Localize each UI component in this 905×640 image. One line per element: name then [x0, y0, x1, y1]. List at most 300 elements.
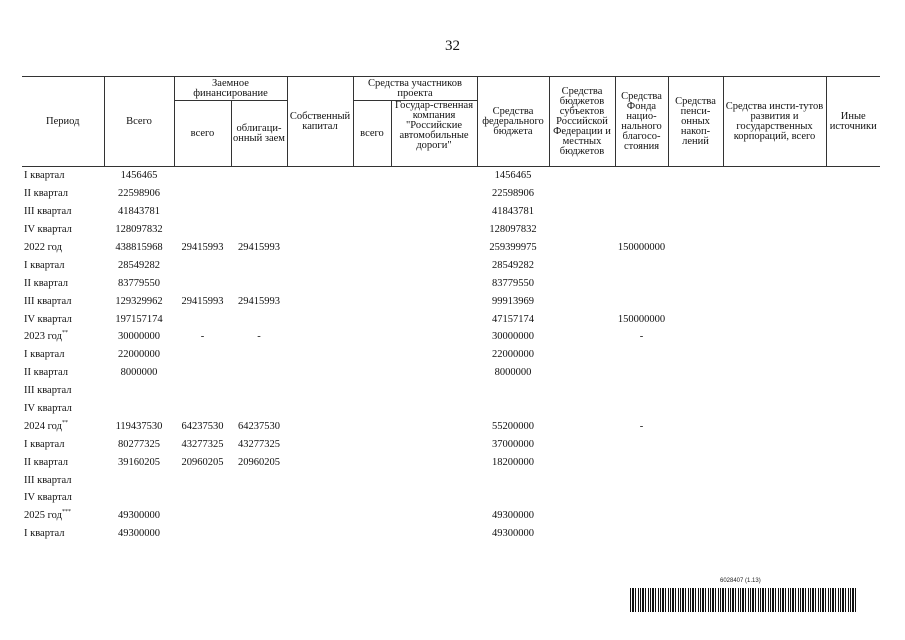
table-row [22, 274, 880, 292]
cell-loan-bonds [231, 310, 287, 328]
cell-welfare-fund [615, 435, 668, 453]
table-row [22, 203, 880, 221]
cell-development [723, 292, 826, 310]
cell-pension [668, 525, 723, 543]
cell-other [826, 221, 880, 239]
cell-participants-total [353, 203, 391, 221]
cell-development [723, 203, 826, 221]
footnote-marker: ** [61, 419, 68, 426]
cell-loan-total [174, 203, 231, 221]
page-number: 32 [445, 38, 460, 54]
table-row [22, 310, 880, 328]
table-row [22, 256, 880, 274]
cell-total: 119437530 [115, 420, 163, 432]
cell-loan-total [174, 471, 231, 489]
cell-welfare-fund [615, 256, 668, 274]
cell-welfare-fund [615, 471, 668, 489]
cell-development [723, 185, 826, 203]
cell-loan-total [174, 507, 231, 525]
cell-loan-bonds: 43277325 [238, 438, 280, 450]
cell-own-capital [287, 203, 353, 221]
cell-pension [668, 417, 723, 435]
cell-own-capital [287, 507, 353, 525]
cell-total: 22000000 [118, 349, 160, 361]
cell-participants-company [391, 453, 477, 471]
cell-federal: 99913969 [492, 295, 534, 307]
cell-own-capital [287, 471, 353, 489]
cell-pension [668, 364, 723, 382]
cell-participants-company [391, 417, 477, 435]
cell-federal: 30000000 [492, 331, 534, 343]
cell-other [826, 525, 880, 543]
cell-loan-bonds [231, 185, 287, 203]
cell-pension [668, 400, 723, 418]
cell-participants-company [391, 489, 477, 507]
cell-own-capital [287, 364, 353, 382]
cell-regional [549, 400, 615, 418]
cell-welfare-fund [615, 203, 668, 221]
cell-own-capital [287, 435, 353, 453]
cell-welfare-fund [615, 185, 668, 203]
cell-own-capital [287, 185, 353, 203]
cell-pension [668, 453, 723, 471]
barcode [630, 578, 857, 616]
cell-regional [549, 310, 615, 328]
cell-loan-total [174, 400, 231, 418]
cell-pension [668, 471, 723, 489]
cell-participants-company [391, 185, 477, 203]
cell-loan-bonds: 29415993 [238, 295, 280, 307]
table-row [22, 453, 880, 471]
header-total: Всего [104, 77, 174, 167]
cell-other [826, 507, 880, 525]
cell-federal: 22000000 [492, 349, 534, 361]
cell-development [723, 221, 826, 239]
cell-participants-company [391, 525, 477, 543]
cell-total: 49300000 [118, 510, 160, 522]
cell-development [723, 525, 826, 543]
cell-regional [549, 453, 615, 471]
cell-regional [549, 274, 615, 292]
cell-participants-total [353, 239, 391, 257]
cell-participants-company [391, 239, 477, 257]
cell-participants-total [353, 489, 391, 507]
cell-own-capital [287, 292, 353, 310]
cell-other [826, 400, 880, 418]
table-row [22, 292, 880, 310]
cell-other [826, 256, 880, 274]
cell-regional [549, 328, 615, 346]
cell-loan-total: 64237530 [181, 420, 224, 432]
table-row [22, 346, 880, 364]
cell-own-capital [287, 525, 353, 543]
cell-participants-total [353, 292, 391, 310]
cell-federal: 18200000 [492, 456, 534, 468]
header-participants-company: Государ-ственная компания "Российские автомобильные дороги" [391, 101, 477, 167]
cell-period: III квартал [24, 474, 72, 486]
cell-participants-total [353, 435, 391, 453]
cell-welfare-fund [615, 274, 668, 292]
cell-development [723, 471, 826, 489]
cell-loan-bonds [231, 221, 287, 239]
table-body [22, 167, 880, 543]
cell-development [723, 346, 826, 364]
table-row [22, 435, 880, 453]
table-row [22, 185, 880, 203]
cell-total: 1456465 [120, 170, 158, 182]
cell-participants-total [353, 471, 391, 489]
cell-total: 83779550 [118, 277, 160, 289]
cell-welfare-fund [615, 221, 668, 239]
cell-other [826, 346, 880, 364]
cell-development [723, 507, 826, 525]
header-loan-group: Заемное финансирование [174, 77, 287, 101]
cell-participants-total [353, 346, 391, 364]
cell-participants-total [353, 382, 391, 400]
cell-pension [668, 185, 723, 203]
cell-welfare-fund [615, 346, 668, 364]
cell-loan-bonds [231, 400, 287, 418]
table-row [22, 364, 880, 382]
table-row [22, 489, 880, 507]
cell-other [826, 328, 880, 346]
cell-participants-total [353, 185, 391, 203]
header-loan-bonds: облигаци-онный заем [231, 101, 287, 167]
cell-loan-total: 29415993 [181, 295, 224, 307]
cell-federal: 28549282 [492, 259, 534, 271]
cell-federal: 128097832 [489, 224, 537, 236]
cell-total [104, 400, 174, 418]
cell-period: I квартал [24, 528, 65, 540]
cell-regional [549, 382, 615, 400]
cell-other [826, 310, 880, 328]
cell-loan-total: 29415993 [181, 242, 224, 253]
cell-participants-total [353, 417, 391, 435]
cell-pension [668, 382, 723, 400]
cell-total: 8000000 [120, 367, 158, 379]
table-header [22, 77, 880, 167]
cell-period: I квартал [24, 259, 65, 271]
cell-participants-company [391, 274, 477, 292]
cell-participants-total [353, 453, 391, 471]
cell-regional [549, 417, 615, 435]
cell-development [723, 382, 826, 400]
table-row [22, 221, 880, 239]
cell-period: II квартал [24, 456, 69, 468]
cell-other [826, 417, 880, 435]
header-loan-total: всего [174, 101, 231, 167]
cell-participants-company [391, 364, 477, 382]
cell-total: 80277325 [118, 438, 160, 450]
cell-own-capital [287, 239, 353, 257]
cell-development [723, 489, 826, 507]
cell-pension [668, 239, 723, 257]
cell-federal: 37000000 [492, 438, 534, 450]
table-row [22, 239, 880, 257]
cell-pension [668, 310, 723, 328]
cell-participants-company [391, 346, 477, 364]
cell-loan-bonds: 29415993 [238, 242, 280, 253]
cell-total: 128097832 [115, 224, 163, 236]
cell-welfare-fund [615, 292, 668, 310]
footnote-marker: *** [61, 509, 71, 516]
cell-other [826, 239, 880, 257]
cell-participants-total [353, 507, 391, 525]
cell-federal: 49300000 [492, 510, 534, 522]
cell-pension [668, 328, 723, 346]
cell-loan-total [174, 256, 231, 274]
cell-loan-bonds [231, 256, 287, 274]
header-regional: Средства бюджетов субъектов Российской Федерации и местных бюджетов [549, 77, 615, 167]
cell-pension [668, 256, 723, 274]
header-other: Иные источники [826, 77, 880, 167]
cell-federal: 47157174 [492, 313, 534, 325]
table-row [22, 417, 880, 435]
cell-pension [668, 346, 723, 364]
cell-welfare-fund: 150000000 [617, 242, 666, 253]
cell-total: 49300000 [118, 528, 160, 540]
cell-loan-total [174, 167, 231, 185]
cell-development [723, 364, 826, 382]
cell-regional [549, 435, 615, 453]
cell-development [723, 435, 826, 453]
cell-regional [549, 167, 615, 185]
cell-welfare-fund [615, 507, 668, 525]
cell-period: II квартал [24, 188, 69, 200]
cell-regional [549, 525, 615, 543]
table-row [22, 471, 880, 489]
cell-total: 438815968 [115, 242, 163, 253]
cell-participants-company [391, 400, 477, 418]
table-row [22, 167, 880, 185]
cell-welfare-fund [615, 167, 668, 185]
cell-own-capital [287, 400, 353, 418]
cell-own-capital [287, 346, 353, 364]
cell-period: 2025 год*** [24, 509, 71, 522]
cell-other [826, 489, 880, 507]
cell-loan-bonds: 20960205 [238, 456, 280, 468]
cell-pension [668, 507, 723, 525]
header-welfare-fund: Средства Фонда нацио-нального благосо-стояния [615, 77, 668, 167]
cell-loan-bonds [231, 525, 287, 543]
cell-other [826, 382, 880, 400]
cell-loan-bonds [231, 167, 287, 185]
table-row [22, 400, 880, 418]
cell-period: I квартал [24, 349, 65, 361]
cell-development [723, 256, 826, 274]
cell-participants-total [353, 167, 391, 185]
cell-participants-total [353, 525, 391, 543]
header-participants-total: всего [353, 101, 391, 167]
table-row [22, 328, 880, 346]
barcode-label: 6028407 (1.13) [720, 578, 761, 584]
cell-regional [549, 489, 615, 507]
cell-total: 30000000 [118, 331, 160, 343]
cell-regional [549, 471, 615, 489]
cell-period: III квартал [24, 385, 72, 397]
cell-loan-bonds [231, 346, 287, 364]
cell-federal: 259399975 [489, 242, 537, 253]
cell-loan-total [174, 221, 231, 239]
cell-period: II квартал [24, 277, 69, 289]
cell-own-capital [287, 221, 353, 239]
cell-period: II квартал [24, 367, 69, 379]
cell-pension [668, 489, 723, 507]
cell-participants-total [353, 221, 391, 239]
cell-total: 39160205 [118, 456, 160, 468]
header-own-capital: Собственный капитал [287, 77, 353, 167]
footnote-marker: ** [61, 330, 68, 337]
cell-regional [549, 185, 615, 203]
cell-regional [549, 239, 615, 257]
cell-development [723, 167, 826, 185]
cell-development [723, 400, 826, 418]
cell-federal: 41843781 [492, 206, 534, 218]
cell-regional [549, 221, 615, 239]
header-pension: Средства пенси-онных накоп-лений [668, 77, 723, 167]
cell-total: 197157174 [115, 313, 163, 325]
cell-participants-total [353, 400, 391, 418]
cell-loan-total: - [200, 331, 205, 343]
cell-federal [477, 471, 549, 489]
cell-participants-total [353, 274, 391, 292]
header-participants-group: Средства участников проекта [353, 77, 477, 101]
cell-participants-company [391, 221, 477, 239]
cell-regional [549, 256, 615, 274]
cell-federal [477, 382, 549, 400]
cell-federal: 1456465 [494, 170, 532, 182]
cell-period: III квартал [24, 206, 72, 218]
cell-participants-company [391, 256, 477, 274]
cell-loan-total [174, 489, 231, 507]
cell-federal: 22598906 [492, 188, 534, 200]
cell-other [826, 274, 880, 292]
cell-own-capital [287, 167, 353, 185]
cell-period: III квартал [24, 295, 72, 307]
cell-own-capital [287, 256, 353, 274]
cell-welfare-fund [615, 364, 668, 382]
cell-period: 2022 год [24, 242, 62, 253]
cell-loan-bonds [231, 507, 287, 525]
cell-total: 22598906 [118, 188, 160, 200]
cell-loan-total [174, 274, 231, 292]
cell-participants-total [353, 256, 391, 274]
table-row [22, 525, 880, 543]
cell-federal: 55200000 [492, 420, 534, 432]
cell-pension [668, 274, 723, 292]
cell-development [723, 239, 826, 257]
barcode-icon [630, 588, 857, 612]
cell-welfare-fund [615, 525, 668, 543]
cell-total [104, 489, 174, 507]
cell-loan-total [174, 310, 231, 328]
cell-development [723, 274, 826, 292]
cell-regional [549, 346, 615, 364]
cell-other [826, 471, 880, 489]
cell-welfare-fund [615, 400, 668, 418]
cell-loan-bonds: 64237530 [238, 420, 280, 432]
cell-total: 129329962 [115, 295, 163, 307]
cell-other [826, 203, 880, 221]
header-federal: Средства федерального бюджета [477, 77, 549, 167]
cell-other [826, 364, 880, 382]
table-row [22, 507, 880, 525]
cell-total: 41843781 [118, 206, 160, 218]
cell-welfare-fund: 150000000 [617, 313, 666, 325]
cell-regional [549, 364, 615, 382]
cell-loan-bonds [231, 471, 287, 489]
cell-pension [668, 292, 723, 310]
cell-participants-company [391, 167, 477, 185]
cell-other [826, 167, 880, 185]
cell-welfare-fund [615, 489, 668, 507]
cell-total [104, 382, 174, 400]
cell-regional [549, 203, 615, 221]
header-development: Средства инсти-тутов развития и государственных корпораций, всего [723, 77, 826, 167]
cell-own-capital [287, 382, 353, 400]
cell-pension [668, 167, 723, 185]
financing-table [22, 76, 880, 543]
cell-loan-total [174, 364, 231, 382]
cell-period: IV квартал [24, 492, 72, 504]
cell-loan-total [174, 382, 231, 400]
cell-period: 2023 год** [24, 330, 68, 343]
cell-federal: 8000000 [494, 367, 532, 379]
cell-federal [477, 489, 549, 507]
cell-total [104, 471, 174, 489]
cell-loan-total: 43277325 [181, 438, 224, 450]
cell-loan-bonds [231, 382, 287, 400]
cell-period: 2024 год** [24, 419, 68, 432]
cell-other [826, 435, 880, 453]
cell-loan-total [174, 185, 231, 203]
cell-federal: 49300000 [492, 528, 534, 540]
cell-regional [549, 292, 615, 310]
cell-total: 28549282 [118, 259, 160, 271]
cell-period: IV квартал [24, 403, 72, 415]
table-row [22, 382, 880, 400]
cell-loan-total [174, 346, 231, 364]
cell-other [826, 453, 880, 471]
cell-participants-company [391, 471, 477, 489]
cell-own-capital [287, 310, 353, 328]
cell-welfare-fund: - [639, 331, 644, 343]
cell-development [723, 453, 826, 471]
cell-loan-total: 20960205 [181, 456, 224, 468]
cell-participants-total [353, 328, 391, 346]
cell-participants-company [391, 203, 477, 221]
cell-pension [668, 203, 723, 221]
cell-welfare-fund [615, 453, 668, 471]
cell-participants-company [391, 382, 477, 400]
cell-development [723, 328, 826, 346]
cell-federal [477, 400, 549, 418]
cell-participants-company [391, 435, 477, 453]
cell-loan-bonds: - [257, 331, 261, 343]
cell-welfare-fund: - [639, 420, 644, 432]
cell-own-capital [287, 328, 353, 346]
cell-participants-total [353, 364, 391, 382]
cell-federal: 83779550 [492, 277, 534, 289]
cell-loan-bonds [231, 489, 287, 507]
cell-pension [668, 435, 723, 453]
cell-development [723, 310, 826, 328]
cell-participants-company [391, 507, 477, 525]
cell-participants-company [391, 292, 477, 310]
cell-pension [668, 221, 723, 239]
cell-welfare-fund [615, 382, 668, 400]
cell-other [826, 292, 880, 310]
